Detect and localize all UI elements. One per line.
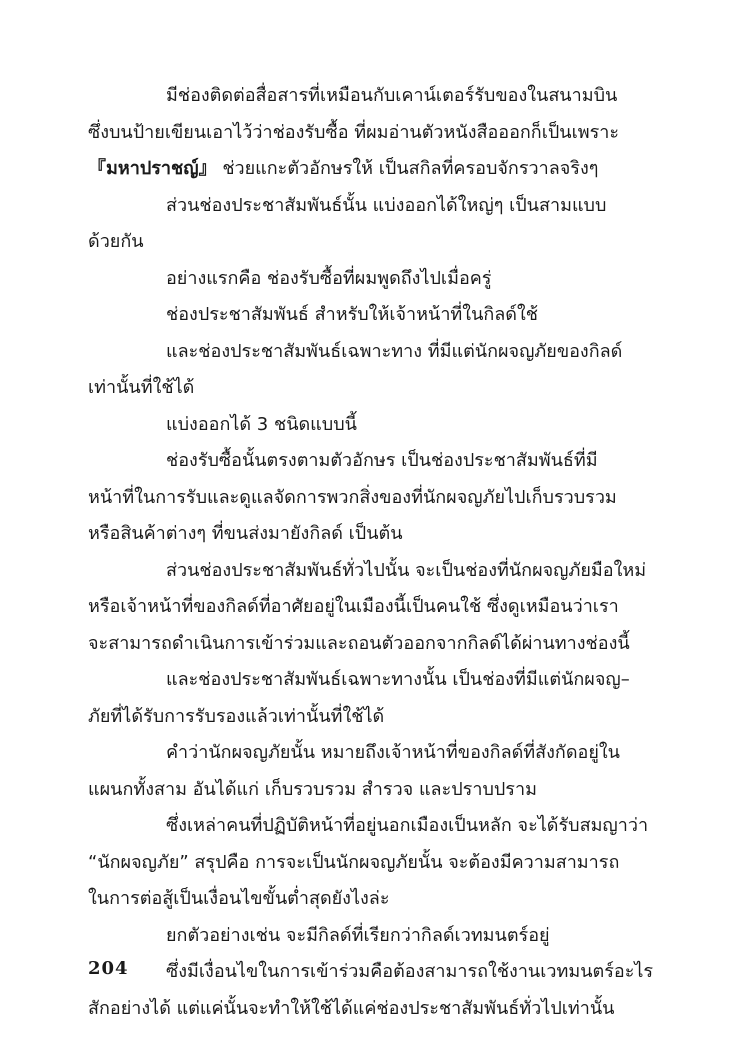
text-line: มีช่องติดต่อสื่อสารที่เหมือนกับเคาน์เตอร์รับของในสนามบิน [166, 85, 618, 106]
text-line: ด้วยกัน [88, 231, 144, 252]
text-line: หน้าที่ในการรับและดูแลจัดการพวกสิ่งของที่นักผจญภัยไปเก็บรวบรวม [88, 486, 617, 508]
text-line: หรือเจ้าหน้าที่ของกิลด์ที่อาศัยอยู่ในเมืองนี้เป็นคนใช้ ซึ่งดูเหมือนว่าเรา [88, 596, 619, 617]
text-line: ส่วนช่องประชาสัมพันธ์นั้น แบ่งออกได้ใหญ่ๆ เป็นสามแบบ [166, 194, 607, 216]
text-line: สักอย่างได้ แต่แค่นั้นจะทำให้ใช้ได้แค่ช่องประชาสัมพันธ์ทั่วไปเท่านั้น [88, 997, 615, 1019]
text-line: ส่วนช่องประชาสัมพันธ์ทั่วไปนั้น จะเป็นช่องที่นักผจญภัยมือใหม่ [166, 559, 647, 581]
text-line: ซึ่งมีเงื่อนไขในการเข้าร่วมคือต้องสามารถใช้งานเวทมนตร์อะไร [166, 961, 654, 982]
text-line: คำว่านักผจญภัยนั้น หมายถึงเจ้าหน้าที่ของกิลด์ที่สังกัดอยู่ใน [166, 742, 620, 763]
text-line: อย่างแรกคือ ช่องรับซื้อที่ผมพูดถึงไปเมื่อครู่ [166, 267, 492, 289]
book-title-emphasis: 『มหาปราชญ์』 [88, 158, 217, 179]
text-line: ซึ่งเหล่าคนที่ปฏิบัติหน้าที่อยู่นอกเมืองเป็นหลัก จะได้รับสมญาว่า [166, 815, 649, 836]
text-line [88, 151, 654, 188]
text-line: “นักผจญภัย” สรุปคือ การจะเป็นนักผจญภัยนั้น จะต้องมีความสามารถ [88, 851, 620, 873]
text-line: ภัยที่ได้รับการรับรองแล้วเท่านั้นที่ใช้ได้ [88, 705, 385, 727]
text-line: แผนกทั้งสาม อันได้แก่ เก็บรวบรวม สำรวจ และปราบปราม [88, 778, 537, 800]
text-line: หรือสินค้าต่างๆ ที่ขนส่งมายังกิลด์ เป็นต้น [88, 523, 403, 544]
text-line: ในการต่อสู้เป็นเงื่อนไขขั้นต่ำสุดยังไงล่ะ [88, 888, 390, 909]
text-line: ช่องรับซื้อนั้นตรงตามตัวอักษร เป็นช่องประชาสัมพันธ์ที่มี [166, 450, 598, 471]
text-line: จะสามารถดำเนินการเข้าร่วมและถอนตัวออกจากกิลด์ได้ผ่านทางช่องนี้ [88, 632, 630, 654]
text-line: เท่านั้นที่ใช้ได้ [88, 377, 195, 398]
text-line: แบ่งออกได้ 3 ชนิดแบบนี้ [166, 413, 357, 435]
text-line: และช่องประชาสัมพันธ์เฉพาะทาง ที่มีแต่นักผจญภัยของกิลด์ [166, 340, 623, 362]
text-line: และช่องประชาสัมพันธ์เฉพาะทางนั้น เป็นช่องที่มีแต่นักผจญ– [166, 669, 630, 690]
body-text [88, 78, 654, 1027]
text-line: ช่องประชาสัมพันธ์ สำหรับให้เจ้าหน้าที่ในกิลด์ใช้ [166, 304, 539, 325]
page-number: 204 [88, 958, 129, 979]
text-line: ซึ่งบนป้ายเขียนเอาไว้ว่าช่องรับซื้อ ที่ผมอ่านตัวหนังสือออกก็เป็นเพราะ [88, 121, 620, 143]
text-line-rest: ช่วยแกะตัวอักษรให้ เป็นสกิลที่ครอบจักรวาลจริงๆ [216, 158, 599, 179]
text-line: ยกตัวอย่างเช่น จะมีกิลด์ที่เรียกว่ากิลด์เวทมนตร์อยู่ [166, 924, 550, 946]
